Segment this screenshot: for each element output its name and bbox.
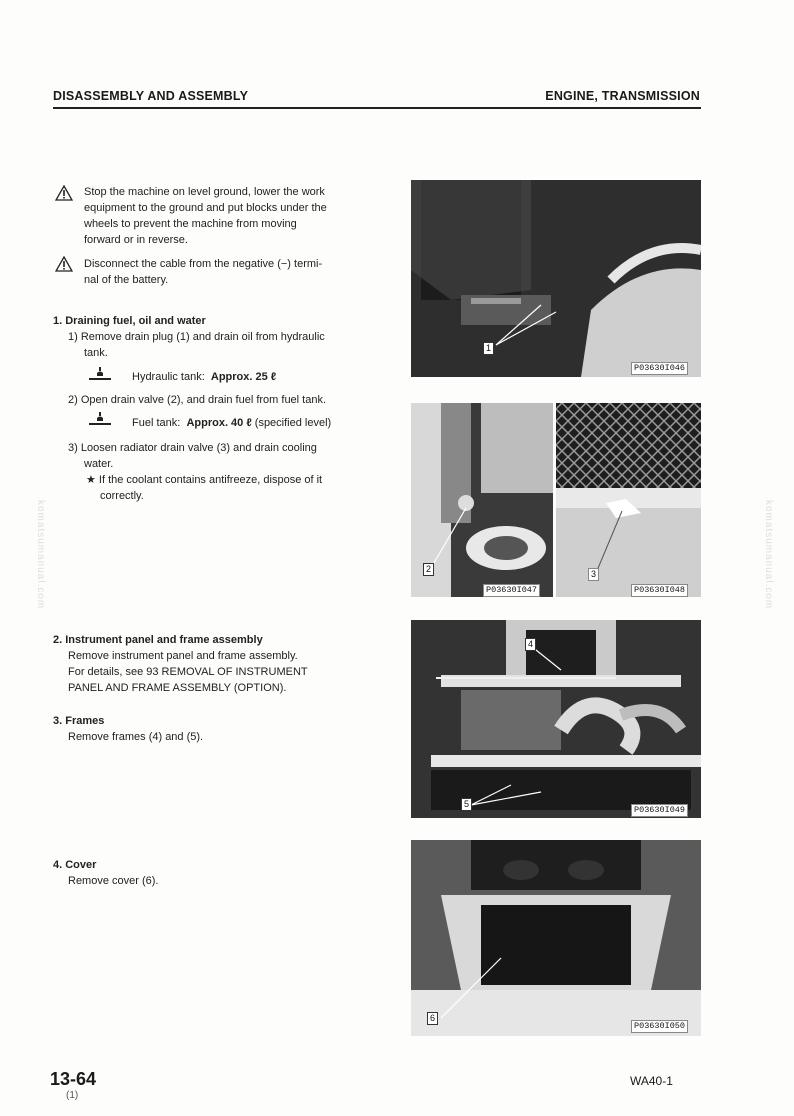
- antifreeze-note: ★ If the coolant contains antifreeze, dispose of it correctly.: [86, 474, 323, 502]
- callout-1: 1: [483, 342, 494, 355]
- callout-2: 2: [423, 563, 434, 576]
- header-section-title: DISASSEMBLY AND ASSEMBLY: [53, 89, 249, 103]
- step-4-title: 4. Cover: [53, 859, 97, 871]
- spec-fuel-tank: Fuel tank: Approx. 40 ℓ (specified level): [132, 417, 332, 429]
- page-number: 13-64: [50, 1069, 97, 1089]
- step-2-title: 2. Instrument panel and frame assembly: [53, 634, 263, 646]
- step-3-title: 3. Frames: [53, 715, 105, 727]
- step-1-sub-3: 3) Loosen radiator drain valve (3) and drain cooling water.: [68, 442, 317, 470]
- step-1-sub-1: 1) Remove drain plug (1) and drain oil from hydraulic tank.: [68, 331, 325, 359]
- photo-code: P03630I048: [631, 584, 688, 597]
- warning-text-1: Stop the machine on level ground, lower the work equipment to the ground and put blocks under the wheels to prevent the machine from moving forward or in reverse.: [84, 186, 327, 246]
- callout-6: 6: [427, 1012, 438, 1025]
- photo-code: P03630I047: [483, 584, 540, 597]
- photo-cover: [411, 840, 701, 1036]
- photo-radiator-drain-valve: [556, 403, 701, 597]
- step-4-body: Remove cover (6).: [68, 875, 159, 887]
- drain-capacity-icon: [88, 411, 112, 427]
- step-1-title: 1. Draining fuel, oil and water: [53, 315, 206, 327]
- step-1-sub-2: 2) Open drain valve (2), and drain fuel from fuel tank.: [68, 394, 327, 406]
- spec-hydraulic-tank: Hydraulic tank: Approx. 25 ℓ: [132, 371, 277, 383]
- page-revision: (1): [66, 1090, 79, 1101]
- callout-5: 5: [461, 798, 472, 811]
- warning-icon: [55, 256, 73, 272]
- drain-capacity-icon: [88, 366, 112, 382]
- photo-fuel-drain-valve: [411, 403, 553, 597]
- warning-text-2: Disconnect the cable from the negative (−) termi- nal of the battery.: [84, 258, 323, 286]
- photo-frames: [411, 620, 701, 818]
- watermark-left: komatsumanual.com: [35, 500, 46, 610]
- header-rule: [53, 107, 701, 109]
- step-2-body: Remove instrument panel and frame assembly. For details, see 93 REMOVAL OF INSTRUMENT PANEL AND FRAME ASSEMBLY (OPTION).: [68, 650, 308, 694]
- warning-icon: [55, 185, 73, 201]
- header-chapter-title: ENGINE, TRANSMISSION: [545, 89, 700, 103]
- photo-code: P03630I046: [631, 362, 688, 375]
- watermark-right: komatsumanual.com: [763, 500, 774, 610]
- step-3-body: Remove frames (4) and (5).: [68, 731, 204, 743]
- callout-3: 3: [588, 568, 599, 581]
- model-code: WA40-1: [630, 1074, 673, 1088]
- callout-4: 4: [525, 638, 536, 651]
- photo-code: P03630I049: [631, 804, 688, 817]
- photo-hydraulic-drain-plug: [411, 180, 701, 377]
- photo-code: P03630I050: [631, 1020, 688, 1033]
